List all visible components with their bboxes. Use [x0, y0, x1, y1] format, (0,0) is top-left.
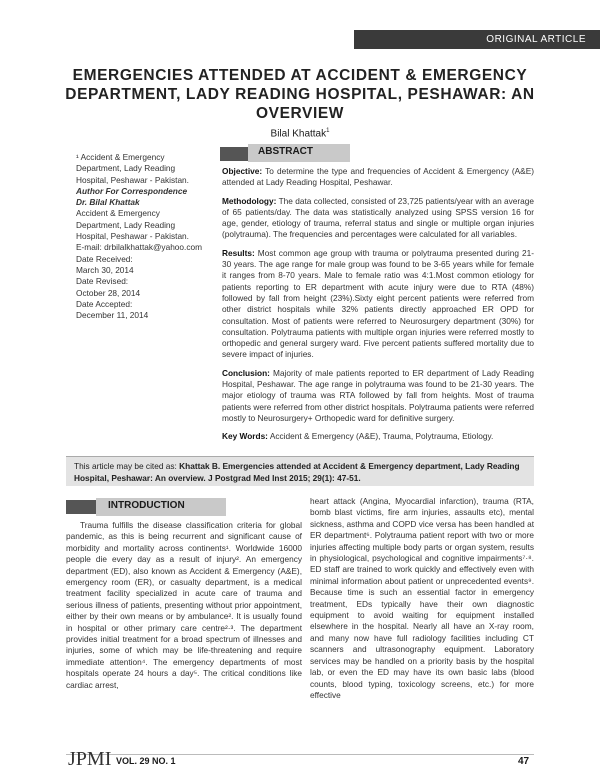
date-received-label: Date Received: [76, 253, 133, 264]
citation-prefix: This article may be cited as: [74, 461, 177, 471]
abstract-conclusion: Conclusion: Majority of male patients reported to ER department of Lady Reading Hospital, Peshawar. The age range in polytrauma was found to be 21-30 years. The major etiology of trauma was RTA followed by fall from heights. Most of trauma patients were referred from other district hospitals. Polytrauma patients were referred mostly to Neurosurgery+ Orthopedic ward for definitive surgery. [222, 367, 534, 423]
article-title: EMERGENCIES ATTENDED AT ACCIDENT & EMERGENCY DEPARTMENT, LADY READING HOSPITAL, PESHAWAR: AN OVERVIEW [65, 67, 535, 122]
author-name: Bilal Khattak [270, 128, 327, 140]
citation-box [66, 456, 534, 486]
article-type-badge: ORIGINAL ARTICLE [354, 30, 600, 49]
abstract-keywords: Key Words: Accident & Emergency (A&E), Trauma, Polytrauma, Etiology. [222, 431, 494, 442]
correspondence-address: Accident & Emergency Department, Lady Reading Hospital, Peshawar - Pakistan. [76, 208, 189, 242]
footer-rule [66, 754, 534, 755]
citation-text: Khattak B. Emergencies attended at Accident & Emergency department, Lady Reading Hospital, Peshawar: An overview. J Postgrad Med Inst 2015; 29(1): 47-51. [74, 461, 520, 483]
journal-logo: JPMI [68, 748, 112, 770]
abstract-methodology: Methodology: The data collected, consisted of 23,725 patients/year with an average of 65 patients/day. The data was statistically analyzed using SPSS version 16 for age, gender, etiology of trauma, referral status and single or multiple organ injuries (polytrauma). The frequencies and percentages were calculated for all variables. [222, 195, 535, 240]
author-superscript: 1 [326, 128, 330, 134]
correspondence-email: E-mail: drbilalkhattak@yahoo.com [76, 242, 203, 253]
introduction-column-2: heart attack (Angina, Myocardial infarction), trauma (RTA, bomb blast victims, fire arm injuries, assaults etc), mental sickness, asthma and COPD vice versa has been handled at ER department⁶. Polytrauma patient report with two or more injuries affecting multiple body parts or organ system, results in physiological, psychological and cognitive impairments⁷·⁸. ED staff are trained to work quickly and effectively even with minimal information about patient or unprecedented events⁹. Because time is such an essential factor in emergency treatment, EDs typically have their own diagnostic equipment to avoid waiting for equipment installed elsewhere in the hospital. Nearly all have an X-ray room, and many now have full radiology facilities including CT scanners and ultrasonography equipment. Laboratory services may be handled on a priority basis by the hospital lab, or even the ED may have its own basic labs (blood counts, blood typing, toxicology screens, etc.) for more effective [310, 496, 534, 700]
page-number: 47 [518, 756, 530, 767]
abstract-objective: Objective: To determine the type and frequencies of Accident & Emergency (A&E) attended at Lady Reading Hospital, Peshawar. [222, 166, 535, 188]
abstract-body [222, 166, 534, 450]
date-accepted-label: Date Accepted: [76, 298, 133, 309]
date-accepted: December 11, 2014 [76, 310, 149, 321]
abstract-heading: ABSTRACT [258, 146, 313, 157]
correspondence-heading: Author For Correspondence [76, 185, 188, 196]
author-line [200, 128, 400, 139]
introduction-column-1: Trauma fulfills the disease classification criteria for global pandemic, as this is being recurrent and significant cause of morbidity and mortality across continents¹. Worldwide 16000 people die every day as a result of injury². An emergency department (ED), also known as Accident & Emergency (A&E), emergency room (ER), or casualty department, is a medical treatment facility specialized in acute care of trauma and serious illness of patients, presenting without prior appointment, either by their own means or by ambulance². It is usually found in hospital or other primary care centre²·³. The department provides initial treatment for a broad spectrum of illnesses and injuries, some of which may be life-threatening and require immediate attention⁴. The emergency departments of most hospitals operate 24 hours a day⁵. The critical conditions like cardiac arrest, [66, 520, 302, 690]
correspondence-name: Dr. Bilal Khattak [76, 197, 140, 208]
date-revised: October 28, 2014 [76, 287, 141, 298]
introduction-heading: INTRODUCTION [108, 500, 185, 511]
volume-info: VOL. 29 NO. 1 [116, 756, 176, 766]
affiliation-block [76, 152, 206, 321]
date-revised-label: Date Revised: [76, 276, 129, 287]
date-received: March 30, 2014 [76, 264, 134, 275]
abstract-results: Results: Most common age group with trauma or polytrauma presented during 21-30 years. The age range for male group was found to be 3-65 years while for female it ranges from 8-70 years. Male to female ratio was 4:1.Most common etiology for patients reporting to ER department with acute injury were due to RTA (48%) followed by fall from height (23%).Sixty eight percent patients were referred from other district hospitals while 32% patients directly approached ER OPD for consultation. Most of patients were referred to Neurosurgery department (30%) for consultation. Polytrauma patients with multiple organ injuries were referred mostly to orthopedic and general surgery ward. Five percent patients suffered mortality due to severe impact of injuries. [222, 247, 534, 360]
affiliation-department: ¹ Accident & Emergency Department, Lady Reading Hospital, Peshawar - Pakistan. [76, 152, 189, 185]
